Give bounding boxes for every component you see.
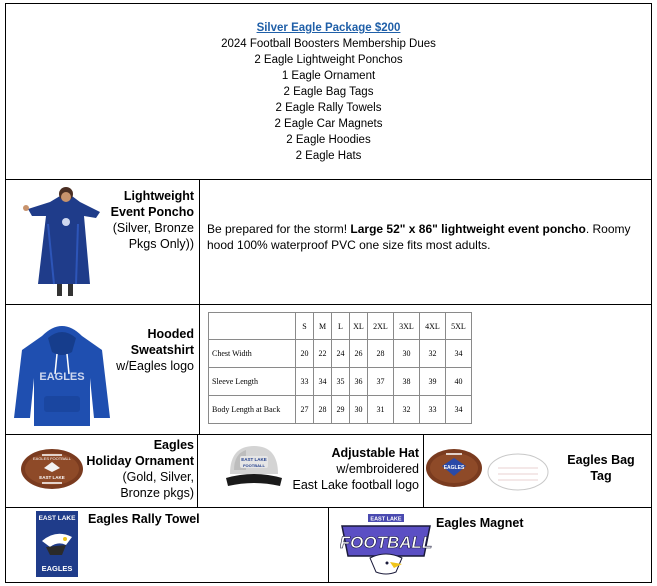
- towel-image: [36, 511, 78, 577]
- magnet-print-main: FOOTBALL: [340, 533, 432, 552]
- size-row: [209, 340, 472, 368]
- size-cell: 31: [368, 396, 394, 424]
- poncho-desc-rest: . Roomy hood 100% waterproof PVC one size fits most adults.: [207, 222, 631, 252]
- row-divider-3: [5, 434, 652, 435]
- ornament-name-line1: Eagles: [153, 438, 194, 452]
- bagtag-name-line2: Tag: [590, 469, 612, 483]
- size-header-row: [209, 313, 472, 340]
- package-item: 2024 Football Boosters Membership Dues: [221, 38, 436, 50]
- towel-print-bottom: EAGLES: [41, 564, 73, 573]
- package-item: 2 Eagle Car Magnets: [274, 118, 383, 130]
- size-cell: 29: [332, 396, 350, 424]
- ornament-print-line2: EAST LAKE: [39, 475, 65, 480]
- size-row-label: Chest Width: [209, 340, 296, 368]
- col-divider-b: [197, 434, 198, 507]
- size-cell: 28: [368, 340, 394, 368]
- size-cell: 36: [350, 368, 368, 396]
- size-header-cell: M: [314, 313, 332, 340]
- size-row-label: Body Length at Back: [209, 396, 296, 424]
- hat-print-line1: EAST LAKE: [241, 457, 267, 462]
- size-header-cell: S: [296, 313, 314, 340]
- size-cell: 32: [420, 340, 446, 368]
- bagtag-image: [426, 446, 556, 492]
- poncho-description: [207, 221, 647, 253]
- ornament-note-line1: (Gold, Silver,: [122, 470, 194, 484]
- package-item: 2 Eagle Bag Tags: [283, 86, 374, 98]
- bagtag-print: EAGLES: [443, 465, 465, 471]
- size-cell: 30: [350, 396, 368, 424]
- package-title[interactable]: Silver Eagle Package $200: [256, 22, 401, 34]
- bagtag-label: [562, 452, 640, 484]
- package-item: 2 Eagle Lightweight Ponchos: [254, 54, 403, 66]
- hoodie-print-text: EAGLES: [39, 371, 85, 383]
- hoodie-name-line2: Sweatshirt: [130, 343, 194, 357]
- size-row: [209, 396, 472, 424]
- poncho-name-line2: Event Poncho: [110, 205, 194, 219]
- magnet-image: [340, 514, 432, 576]
- size-cell: 32: [394, 396, 420, 424]
- col-divider-d: [328, 507, 329, 583]
- size-cell: 20: [296, 340, 314, 368]
- hoodie-note: w/Eagles logo: [116, 359, 194, 373]
- size-row: [209, 368, 472, 396]
- size-cell: 34: [446, 396, 472, 424]
- size-header-cell: 3XL: [394, 313, 420, 340]
- package-item: 2 Eagle Rally Towels: [275, 102, 382, 114]
- ornament-print-line1: EAGLES FOOTBALL: [32, 456, 72, 461]
- hat-note-line1: w/embroidered: [336, 462, 419, 476]
- towel-label: [88, 512, 200, 526]
- hoodie-label: [100, 326, 194, 374]
- col-divider-a: [199, 179, 200, 435]
- hoodie-image: [12, 318, 112, 428]
- ornament-name-line2: Holiday Ornament: [86, 454, 194, 468]
- package-item: 2 Eagle Hoodies: [286, 134, 371, 146]
- col-divider-c: [423, 434, 424, 507]
- towel-name: Eagles Rally Towel: [88, 512, 200, 526]
- size-cell: 37: [368, 368, 394, 396]
- hat-print-line2: FOOTBALL: [243, 463, 265, 468]
- size-cell: 33: [420, 396, 446, 424]
- size-cell: 33: [296, 368, 314, 396]
- poncho-desc-bold: Large 52" x 86" lightweight event poncho: [350, 222, 586, 236]
- size-cell: 40: [446, 368, 472, 396]
- size-header-cell: 5XL: [446, 313, 472, 340]
- size-chart-table: [208, 312, 472, 424]
- hat-name: Adjustable Hat: [331, 446, 419, 460]
- size-header-cell: 4XL: [420, 313, 446, 340]
- size-cell: 30: [394, 340, 420, 368]
- size-cell: 34: [314, 368, 332, 396]
- size-cell: 38: [394, 368, 420, 396]
- row-divider-1: [5, 179, 652, 180]
- size-row-label: Sleeve Length: [209, 368, 296, 396]
- bagtag-name-line1: Eagles Bag: [567, 453, 635, 467]
- size-header-cell: L: [332, 313, 350, 340]
- hat-note-line2: East Lake football logo: [292, 478, 419, 492]
- package-item: 2 Eagle Hats: [295, 150, 362, 162]
- magnet-print-top: EAST LAKE: [370, 516, 402, 523]
- size-header-cell: XL: [350, 313, 368, 340]
- poncho-desc-intro: Be prepared for the storm!: [207, 222, 351, 236]
- poncho-note-line2: Pkgs Only)): [128, 237, 194, 251]
- package-item: 1 Eagle Ornament: [281, 70, 376, 82]
- poncho-note-line1: (Silver, Bronze: [112, 221, 194, 235]
- row-divider-2: [5, 304, 652, 305]
- magnet-name: Eagles Magnet: [436, 516, 524, 530]
- size-cell: 34: [446, 340, 472, 368]
- size-header-cell: 2XL: [368, 313, 394, 340]
- ornament-note-line2: Bronze pkgs): [120, 486, 194, 500]
- ornament-label: [80, 437, 194, 501]
- size-cell: 27: [296, 396, 314, 424]
- poncho-label: [100, 188, 194, 252]
- poncho-image: [20, 184, 110, 299]
- package-header: [5, 3, 652, 179]
- size-cell: 39: [420, 368, 446, 396]
- size-cell: 35: [332, 368, 350, 396]
- size-cell: 26: [350, 340, 368, 368]
- magnet-label: [436, 516, 524, 530]
- hat-label: [266, 445, 419, 493]
- hoodie-name-line1: Hooded: [147, 327, 194, 341]
- size-cell: 22: [314, 340, 332, 368]
- ornament-image: [20, 446, 84, 492]
- size-cell: 24: [332, 340, 350, 368]
- poncho-name-line1: Lightweight: [123, 189, 194, 203]
- size-cell: 28: [314, 396, 332, 424]
- towel-print-top: EAST LAKE: [38, 515, 76, 522]
- size-header-blank: [209, 313, 296, 340]
